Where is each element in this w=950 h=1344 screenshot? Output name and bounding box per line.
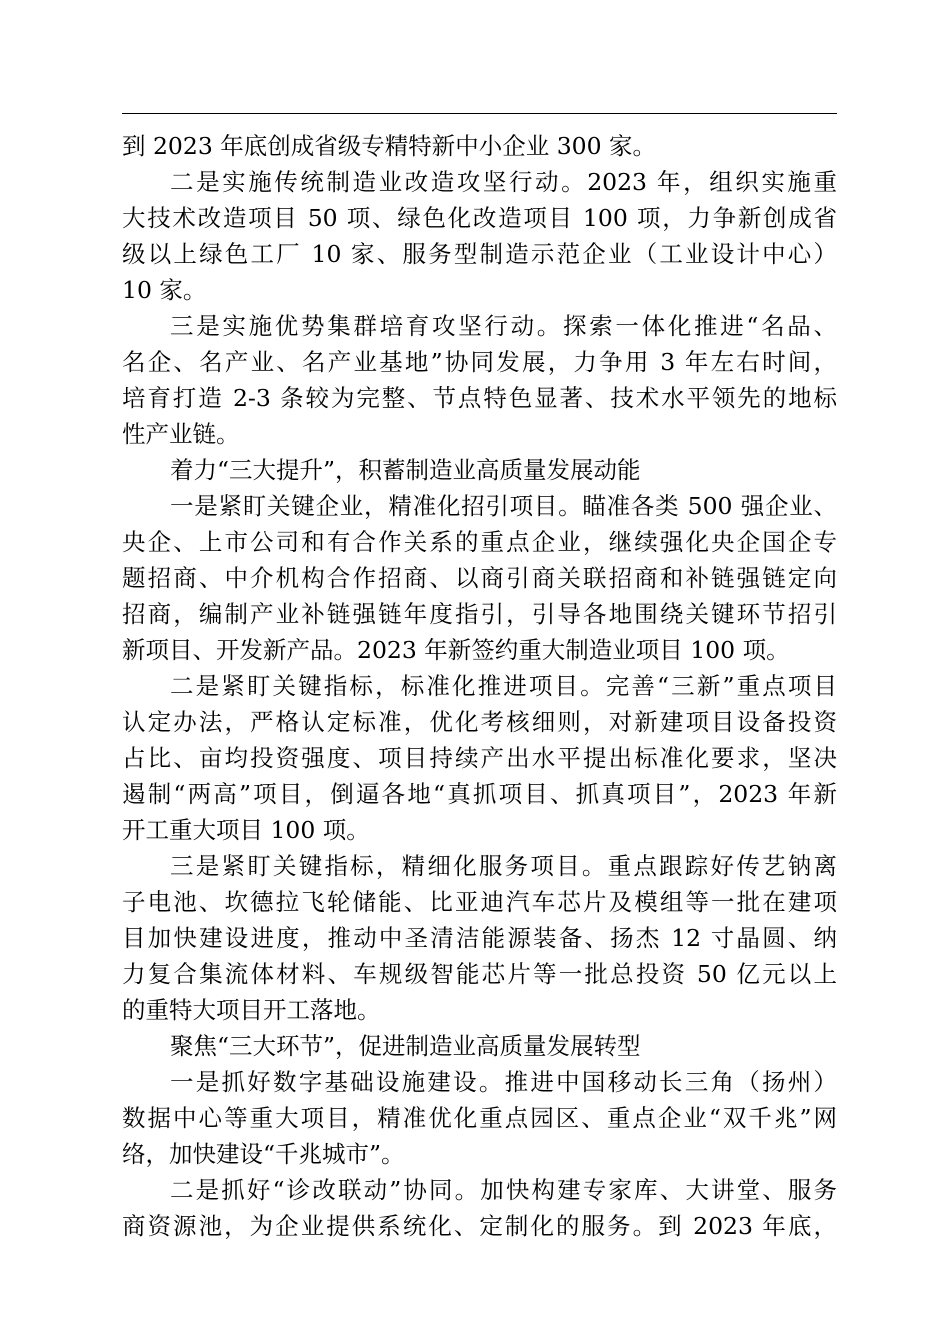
text-line: 三是实施优势集群培育攻坚行动。探索一体化推进“名品、 (170, 312, 837, 340)
text-line: 认定办法，严格认定标准，优化考核细则，对新建项目设备投资 (122, 708, 837, 736)
text-line: 培育打造 2-3 条较为完整、节点特色显著、技术水平领先的地标 (122, 384, 837, 412)
text-line: 新项目、开发新产品。2023 年新签约重大制造业项目 100 项。 (122, 636, 790, 664)
text-line: 性产业链。 (122, 420, 240, 448)
text-line: 题招商、中介机构合作招商、以商引商关联招商和补链强链定向 (122, 564, 837, 592)
text-line: 三是紧盯关键指标，精细化服务项目。重点跟踪好传艺钠离 (170, 852, 837, 880)
text-line: 开工重大项目 100 项。 (122, 816, 370, 844)
document-body (122, 128, 837, 1244)
text-line: 目加快建设进度，推动中圣清洁能源装备、扬杰 12 寸晶圆、纳 (122, 924, 837, 952)
text-line: 子电池、坎德拉飞轮储能、比亚迪汽车芯片及模组等一批在建项 (122, 888, 837, 916)
text-line: 一是紧盯关键企业，精准化招引项目。瞄准各类 500 强企业、 (170, 492, 837, 520)
text-line: 级以上绿色工厂 10 家、服务型制造示范企业（工业设计中心） (122, 240, 837, 268)
text-line: 一是抓好数字基础设施建设。推进中国移动长三角（扬州） (170, 1068, 837, 1096)
text-line: 10 家。 (122, 276, 207, 304)
header-rule (122, 113, 837, 114)
text-line: 商资源池，为企业提供系统化、定制化的服务。到 2023 年底， (122, 1212, 837, 1240)
text-line: 聚焦“三大环节”，促进制造业高质量发展转型 (170, 1032, 641, 1060)
text-line: 力复合集流体材料、车规级智能芯片等一批总投资 50 亿元以上 (122, 960, 837, 988)
text-line: 二是实施传统制造业改造攻坚行动。2023 年，组织实施重 (170, 168, 837, 196)
text-line: 着力“三大提升”，积蓄制造业高质量发展动能 (170, 456, 641, 484)
text-line: 二是紧盯关键指标，标准化推进项目。完善“三新”重点项目 (170, 672, 837, 700)
text-line: 招商，编制产业补链强链年度指引，引导各地围绕关键环节招引 (122, 600, 837, 628)
text-line: 到 2023 年底创成省级专精特新中小企业 300 家。 (122, 132, 657, 160)
text-line: 遏制“两高”项目，倒逼各地“真抓项目、抓真项目”，2023 年新 (122, 780, 837, 808)
text-line: 二是抓好“诊改联动”协同。加快构建专家库、大讲堂、服务 (170, 1176, 837, 1204)
text-line: 名企、名产业、名产业基地”协同发展，力争用 3 年左右时间， (122, 348, 837, 376)
text-line: 络，加快建设“千兆城市”。 (122, 1140, 405, 1168)
text-line: 数据中心等重大项目，精准优化重点园区、重点企业“双千兆”网 (122, 1104, 837, 1132)
text-line: 大技术改造项目 50 项、绿色化改造项目 100 项，力争新创成省 (122, 204, 837, 232)
text-line: 央企、上市公司和有合作关系的重点企业，继续强化央企国企专 (122, 528, 837, 556)
text-line: 占比、亩均投资强度、项目持续产出水平提出标准化要求，坚决 (122, 744, 837, 772)
text-line: 的重特大项目开工落地。 (122, 996, 381, 1024)
